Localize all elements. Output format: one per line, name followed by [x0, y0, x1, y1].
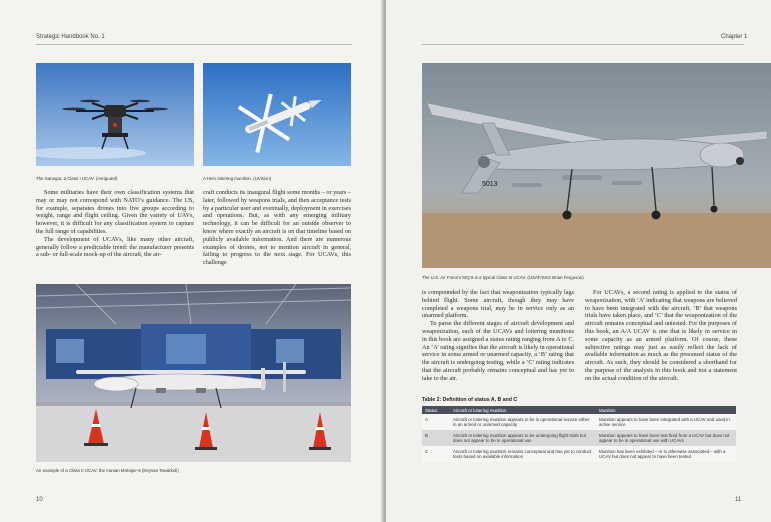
table-cell: C: [422, 446, 450, 462]
hero-caption: A Hero loitering munition. (UVision): [203, 176, 272, 181]
table-row: [422, 430, 736, 446]
tail-code: 5013: [482, 181, 498, 188]
left-text-column-1: [36, 189, 194, 259]
paragraph: The development of UCAVs, like many other aircraft, generally follow a predictable trend: the manufacturer presents a sub- or full-scale mock-up of the aircraft, the air-: [36, 235, 194, 259]
header-rule: [36, 44, 352, 45]
sanegar-drone-photo: [36, 63, 194, 166]
table-title: Table 2: Definition of status A, B and C: [422, 397, 518, 403]
table-header-aircraft: Aircraft or loitering munition: [450, 406, 596, 414]
page-number-right: 11: [735, 497, 742, 503]
table-cell: Munition appears to have been integrated with a UCAV and used in active service: [596, 414, 736, 430]
right-text-column-2: [585, 289, 737, 383]
paragraph: is compounded by the fact that weaponization typically lags behind flight. Some aircraft, though they may have completed a weapons trial, may be in service only as an unarmed platform.: [422, 289, 574, 320]
table-cell: Aircraft or loitering munition remains conceptual and has yet to conduct tests based on available information: [450, 446, 596, 462]
mq9-caption: The U.S. Air Force’s MQ-9 is a typical Class III UCAV. (USAF/SSG Brian Ferguson): [422, 275, 584, 280]
table-cell: Aircraft or loitering munition appears to be undergoing flight trials but does not appear to be in operational use: [450, 430, 596, 446]
table-cell: Aircraft or loitering munition appears to be in operational service either in an armed or unarmed capacity: [450, 414, 596, 430]
table-cell: Munition has been exhibited – or is otherwise associated – with a UCAV but does not appear to have been tested: [596, 446, 736, 462]
left-page: [0, 0, 384, 522]
paragraph: Some militaries have their own classification systems that may or may not correspond with NATO’s guidance. The US, for example, separates drones into five groups according to weight, range and flight ceiling. Given the variety of UAVs, however, it is difficult for any classification system to capture the full range of capabilities.: [36, 189, 194, 235]
page-number-left: 10: [36, 497, 43, 503]
hero-munition-photo: [203, 63, 351, 166]
table-header-row: [422, 406, 736, 414]
table-row: [422, 446, 736, 462]
table-cell: Munition appears to have been test fired from a UCAV but does not appear to be in operational use with UCAVs: [596, 430, 736, 446]
table-cell: B: [422, 430, 450, 446]
paragraph: To parse the different stages of aircraft development and weaponization, each of the UCAVs and loitering munitions in this book are assigned a status rating ranging from A to C. An ‘A’ rating signifies that the aircraft is likely in operational service in some armed or unarmed capacity, a ‘B’ rating that the aircraft is undergoing testing, while a ‘C’ rating indicates that the aircraft probably remains conceptual and has yet to take to the air.: [422, 320, 574, 382]
status-table: [422, 406, 736, 462]
table-cell: A: [422, 414, 450, 430]
table-row: [422, 414, 736, 430]
table-header-status: Status: [422, 406, 450, 414]
header-rule: [422, 44, 744, 45]
right-page: [386, 0, 771, 522]
table-header-munition: Munition: [596, 406, 736, 414]
running-header-right: Chapter 1: [721, 34, 748, 40]
paragraph: For UCAVs, a second rating is applied to the status of weaponization, with ‘A’ indicating that weapons are believed to have been integrated with the aircraft, ‘B’ that weapons trials have taken place, and ‘C’ that the weaponization of the aircraft remains conceptual and untested. For the purposes of this book, an A/A UCAV is one that is likely in service in some capacity as an armed platform. Of course, these subjective ratings may just as easily reflect the lack of available information as much as the presumed status of the aircraft. As such, they should be considered a shorthand for the purpose of the analysis in this book and not a statement on the actual condition of the aircraft.: [585, 289, 737, 382]
sanegar-caption: The Sanegar, a Class I UCAV. (Asriguard): [36, 176, 118, 181]
left-text-column-2: [203, 189, 351, 267]
mohajer-caption: An example of a Class II UCAV: the Iranian Mohajer-6 (Keyvan Tavakkoli): [36, 468, 179, 473]
mohajer-drone-photo: [36, 284, 351, 462]
mq9-reaper-photo: [422, 63, 771, 268]
paragraph: craft conducts its inaugural flight some months – or years – later, followed by weapons trials, and then acceptance tests by a particular user and eventually, deployment in exercises and operations. But, as with any emerging military technology, it can be difficult for an outside observer to know where exactly an aircraft is on that timeline based on publicly available information. And there are numerous examples of drones, not to mention aircraft in general, failing to progress to the next stage. For UCAVs, this challenge: [203, 189, 351, 267]
running-header-left: Strategic Handbook No. 1: [36, 34, 105, 40]
right-text-column-1: [422, 289, 574, 383]
